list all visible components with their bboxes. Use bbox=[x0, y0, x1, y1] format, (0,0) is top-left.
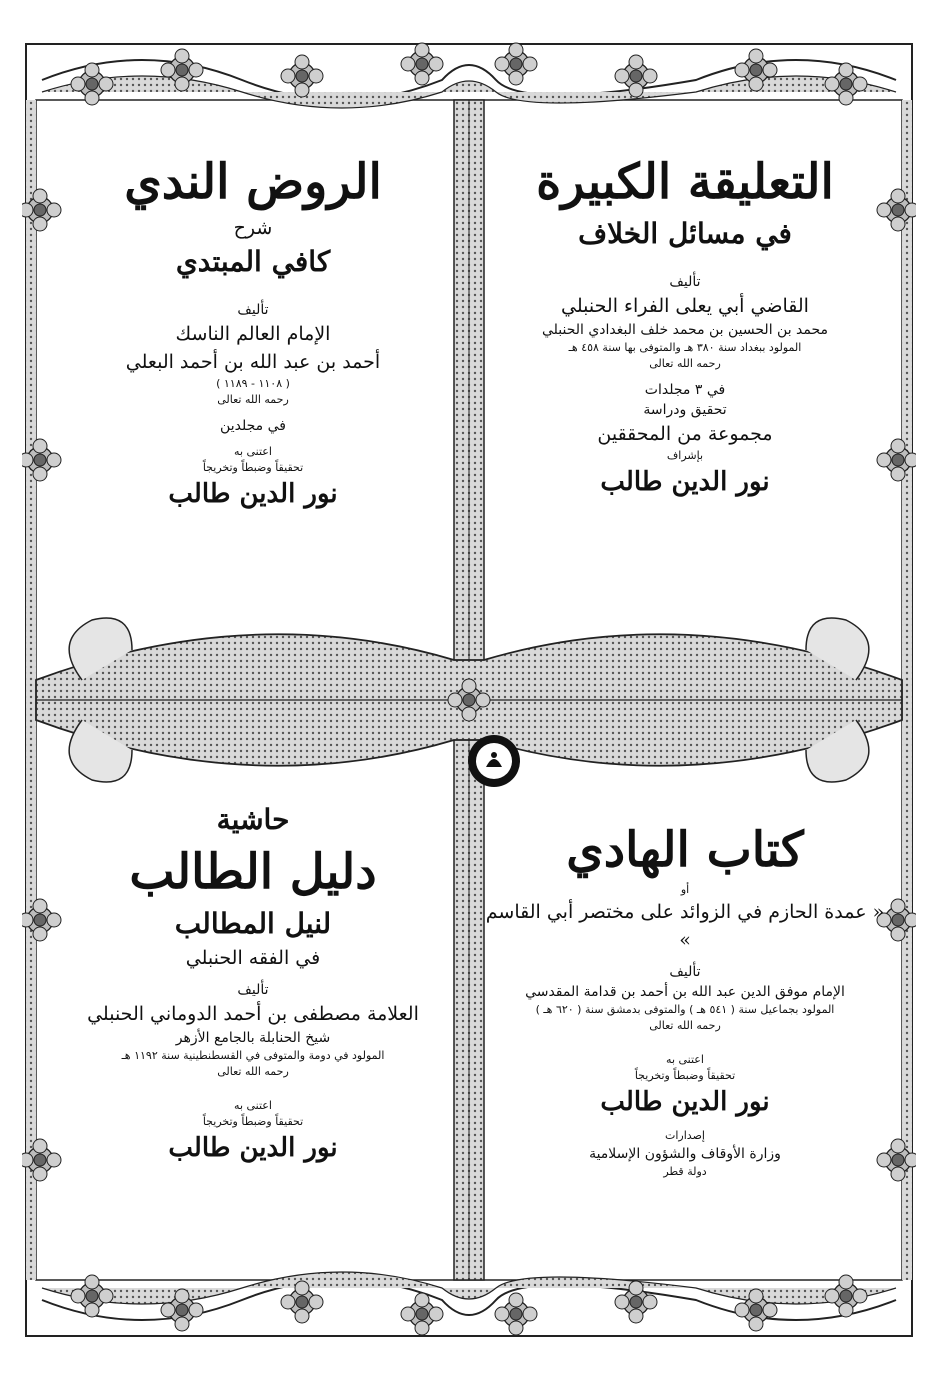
ministry-seal-icon bbox=[466, 733, 522, 789]
study-label: تحقيق ودراسة bbox=[643, 402, 727, 418]
care-detail: تحقيقاً وضبطاً وتخريجاً bbox=[202, 461, 304, 474]
care-label: اعتنى به bbox=[234, 1099, 272, 1112]
editor-name: نور الدين طالب bbox=[168, 1133, 338, 1163]
author-dates: ( ١١٠٨ - ١١٨٩ ) bbox=[216, 377, 290, 390]
book-title: كتاب الهادي bbox=[566, 822, 804, 878]
book-subtitle: كافي المبتدي bbox=[175, 245, 331, 278]
volumes-count: في ٣ مجلدات bbox=[644, 382, 726, 398]
book-title: التعليقة الكبيرة bbox=[536, 154, 834, 210]
care-detail: تحقيقاً وضبطاً وتخريجاً bbox=[634, 1069, 736, 1082]
authored-label: تأليف bbox=[669, 964, 701, 980]
mercy-phrase: رحمه الله تعالى bbox=[217, 393, 289, 406]
editor-name: نور الدين طالب bbox=[600, 1087, 770, 1117]
mercy-phrase: رحمه الله تعالى bbox=[649, 1019, 721, 1032]
author-name: العلامة مصطفى بن أحمد الدوماني الحنبلي bbox=[87, 1003, 419, 1025]
hashiya-label: حاشية bbox=[216, 803, 290, 836]
author-title: الإمام العالم الناسك bbox=[175, 323, 331, 345]
author-dates: المولود بجماعيل سنة ( ٥٤١ هـ ) والمتوفى بدمشق سنة ( ٦٢٠ هـ ) bbox=[535, 1003, 835, 1016]
author-full-name: محمد بن الحسين بن محمد خلف البغدادي الحنبلي bbox=[541, 322, 829, 338]
author-title: شيخ الحنابلة بالجامع الأزهر bbox=[175, 1030, 331, 1046]
author-name: الإمام موفق الدين عبد الله بن أحمد بن قدامة المقدسي bbox=[525, 984, 845, 1000]
mercy-phrase: رحمه الله تعالى bbox=[649, 357, 721, 370]
book-subtitle-2: في الفقه الحنبلي bbox=[185, 947, 321, 969]
authored-label: تأليف bbox=[669, 274, 701, 290]
volumes-count: في مجلدين bbox=[220, 418, 286, 434]
author-dates: المولود ببغداد سنة ٣٨٠ هـ والمتوفى بها سنة ٤٥٨ هـ bbox=[568, 341, 802, 354]
publisher-name: وزارة الأوقاف والشؤون الإسلامية bbox=[589, 1146, 781, 1162]
authored-label: تأليف bbox=[237, 302, 269, 318]
or-label: أو bbox=[680, 883, 690, 896]
book-title: الروض الندي bbox=[124, 154, 382, 210]
authored-label: تأليف bbox=[237, 982, 269, 998]
book-title: دليل الطالب bbox=[129, 844, 377, 900]
care-label: اعتنى به bbox=[234, 445, 272, 458]
issued-label: إصدارات bbox=[665, 1129, 705, 1142]
panel-bottom-right bbox=[480, 800, 890, 1240]
author-name: أحمد بن عبد الله بن أحمد البعلي bbox=[125, 351, 381, 373]
book-subtitle: في مسائل الخلاف bbox=[578, 217, 792, 250]
panel-bottom-left bbox=[48, 800, 458, 1240]
supervision-label: بإشراف bbox=[666, 449, 704, 462]
care-label: اعتنى به bbox=[666, 1053, 704, 1066]
book-subtitle: لنيل المطالب bbox=[174, 907, 332, 940]
alt-title: « عمدة الحازم في الزوائد على مختصر أبي القاسم » bbox=[485, 901, 885, 951]
publisher-country: دولة قطر bbox=[663, 1165, 707, 1178]
editor-name: نور الدين طالب bbox=[600, 467, 770, 497]
panel-top-right bbox=[480, 150, 890, 670]
panel-top-left bbox=[48, 150, 458, 670]
care-detail: تحقيقاً وضبطاً وتخريجاً bbox=[202, 1115, 304, 1128]
author-name: القاضي أبي يعلى الفراء الحنبلي bbox=[561, 295, 809, 317]
editor-name: نور الدين طالب bbox=[168, 479, 338, 509]
study-group: مجموعة من المحققين bbox=[597, 423, 773, 445]
mercy-phrase: رحمه الله تعالى bbox=[217, 1065, 289, 1078]
author-dates: المولود في دومة والمتوفى في القسطنطينية سنة ١١٩٢ هـ bbox=[121, 1049, 385, 1062]
sharh-label: شرح bbox=[233, 217, 273, 239]
